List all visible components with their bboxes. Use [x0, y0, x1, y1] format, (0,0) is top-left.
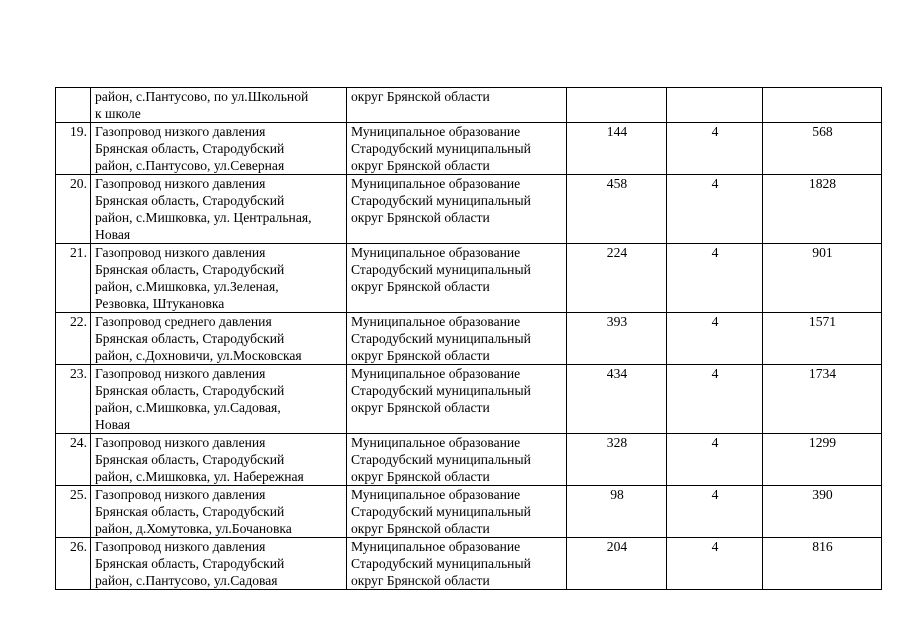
length-cell: 393	[567, 313, 667, 365]
table-row	[56, 313, 882, 365]
owner-line: Муниципальное образование	[351, 539, 521, 554]
owner-line: округ Брянской области	[351, 348, 490, 363]
count-cell: 4	[667, 175, 763, 244]
object-line: Газопровод низкого давления	[95, 245, 266, 260]
owner-cell	[347, 365, 567, 434]
object-line: к школе	[95, 106, 141, 121]
table-row	[56, 365, 882, 434]
object-line: район, с.Пантусово, ул.Северная	[95, 158, 285, 173]
count-cell: 4	[667, 244, 763, 313]
object-description-cell	[91, 486, 347, 538]
object-line: Резвовка, Штукановка	[95, 296, 225, 311]
table-body	[56, 88, 882, 590]
object-line: Газопровод низкого давления	[95, 366, 266, 381]
owner-line: округ Брянской области	[351, 469, 490, 484]
object-line: Брянская область, Стародубский	[95, 556, 285, 571]
count-cell: 4	[667, 365, 763, 434]
owner-line: Стародубский муниципальный	[351, 452, 531, 467]
owner-line: Стародубский муниципальный	[351, 383, 531, 398]
object-line: Газопровод низкого давления	[95, 176, 266, 191]
row-number-cell: 23.	[56, 365, 91, 434]
object-line: район, с.Мишковка, ул. Набережная	[95, 469, 304, 484]
object-line: район, д.Хомутовка, ул.Бочановка	[95, 521, 292, 536]
owner-cell	[347, 486, 567, 538]
owner-line: Муниципальное образование	[351, 245, 521, 260]
row-number-cell: 19.	[56, 123, 91, 175]
object-line: Новая	[95, 227, 131, 242]
row-number-cell: 24.	[56, 434, 91, 486]
owner-cell	[347, 88, 567, 123]
count-cell: 4	[667, 123, 763, 175]
total-cell: 390	[763, 486, 882, 538]
object-line: Брянская область, Стародубский	[95, 452, 285, 467]
object-line: район, с.Пантусово, ул.Садовая	[95, 573, 278, 588]
owner-line: Муниципальное образование	[351, 314, 521, 329]
owner-line: округ Брянской области	[351, 279, 490, 294]
object-line: район, с.Мишковка, ул.Зеленая,	[95, 279, 279, 294]
total-cell: 1299	[763, 434, 882, 486]
owner-line: округ Брянской области	[351, 521, 490, 536]
object-line: Брянская область, Стародубский	[95, 383, 285, 398]
total-cell: 1571	[763, 313, 882, 365]
table-row	[56, 538, 882, 590]
length-cell: 224	[567, 244, 667, 313]
owner-line: округ Брянской области	[351, 158, 490, 173]
object-description-cell	[91, 88, 347, 123]
object-line: Газопровод низкого давления	[95, 124, 266, 139]
total-cell: 568	[763, 123, 882, 175]
gas-pipeline-register-table	[55, 87, 882, 590]
object-description-cell	[91, 123, 347, 175]
owner-line: Стародубский муниципальный	[351, 193, 531, 208]
object-line: Брянская область, Стародубский	[95, 262, 285, 277]
object-description-cell	[91, 244, 347, 313]
owner-line: Стародубский муниципальный	[351, 504, 531, 519]
owner-cell	[347, 434, 567, 486]
object-line: Газопровод низкого давления	[95, 539, 266, 554]
table-row	[56, 244, 882, 313]
owner-line: Муниципальное образование	[351, 435, 521, 450]
owner-line: Стародубский муниципальный	[351, 141, 531, 156]
total-cell	[763, 88, 882, 123]
object-line: район, с.Дохновичи, ул.Московская	[95, 348, 302, 363]
object-line: Новая	[95, 417, 131, 432]
row-number-cell: 26.	[56, 538, 91, 590]
total-cell: 901	[763, 244, 882, 313]
owner-line: округ Брянской области	[351, 210, 490, 225]
table-row	[56, 434, 882, 486]
owner-line: Муниципальное образование	[351, 487, 521, 502]
owner-line: Стародубский муниципальный	[351, 331, 531, 346]
total-cell: 816	[763, 538, 882, 590]
owner-line: Муниципальное образование	[351, 176, 521, 191]
object-description-cell	[91, 538, 347, 590]
length-cell: 434	[567, 365, 667, 434]
object-line: район, с.Мишковка, ул.Садовая,	[95, 400, 281, 415]
row-number-cell: 22.	[56, 313, 91, 365]
owner-line: Муниципальное образование	[351, 124, 521, 139]
row-number-cell: 25.	[56, 486, 91, 538]
row-number-cell	[56, 88, 91, 123]
object-description-cell	[91, 175, 347, 244]
count-cell: 4	[667, 313, 763, 365]
length-cell: 144	[567, 123, 667, 175]
owner-line: Стародубский муниципальный	[351, 556, 531, 571]
count-cell: 4	[667, 486, 763, 538]
owner-line: округ Брянской области	[351, 400, 490, 415]
object-description-cell	[91, 313, 347, 365]
object-line: Брянская область, Стародубский	[95, 504, 285, 519]
object-line: Брянская область, Стародубский	[95, 331, 285, 346]
object-line: район, с.Мишковка, ул. Центральная,	[95, 210, 312, 225]
length-cell: 458	[567, 175, 667, 244]
object-line: район, с.Пантусово, по ул.Школьной	[95, 89, 309, 104]
table-row	[56, 175, 882, 244]
owner-cell	[347, 244, 567, 313]
object-line: Газопровод низкого давления	[95, 435, 266, 450]
owner-line: Муниципальное образование	[351, 366, 521, 381]
owner-cell	[347, 313, 567, 365]
object-line: Брянская область, Стародубский	[95, 193, 285, 208]
count-cell: 4	[667, 538, 763, 590]
count-cell: 4	[667, 434, 763, 486]
table-row	[56, 486, 882, 538]
owner-cell	[347, 538, 567, 590]
owner-line: округ Брянской области	[351, 89, 490, 104]
length-cell: 204	[567, 538, 667, 590]
object-description-cell	[91, 434, 347, 486]
row-number-cell: 20.	[56, 175, 91, 244]
table-row	[56, 123, 882, 175]
row-number-cell: 21.	[56, 244, 91, 313]
total-cell: 1828	[763, 175, 882, 244]
length-cell	[567, 88, 667, 123]
object-line: Газопровод низкого давления	[95, 487, 266, 502]
length-cell: 98	[567, 486, 667, 538]
total-cell: 1734	[763, 365, 882, 434]
owner-cell	[347, 175, 567, 244]
object-description-cell	[91, 365, 347, 434]
length-cell: 328	[567, 434, 667, 486]
owner-line: округ Брянской области	[351, 573, 490, 588]
object-line: Газопровод среднего давления	[95, 314, 272, 329]
document-page	[55, 87, 882, 590]
owner-cell	[347, 123, 567, 175]
owner-line: Стародубский муниципальный	[351, 262, 531, 277]
count-cell	[667, 88, 763, 123]
table-row	[56, 88, 882, 123]
object-line: Брянская область, Стародубский	[95, 141, 285, 156]
